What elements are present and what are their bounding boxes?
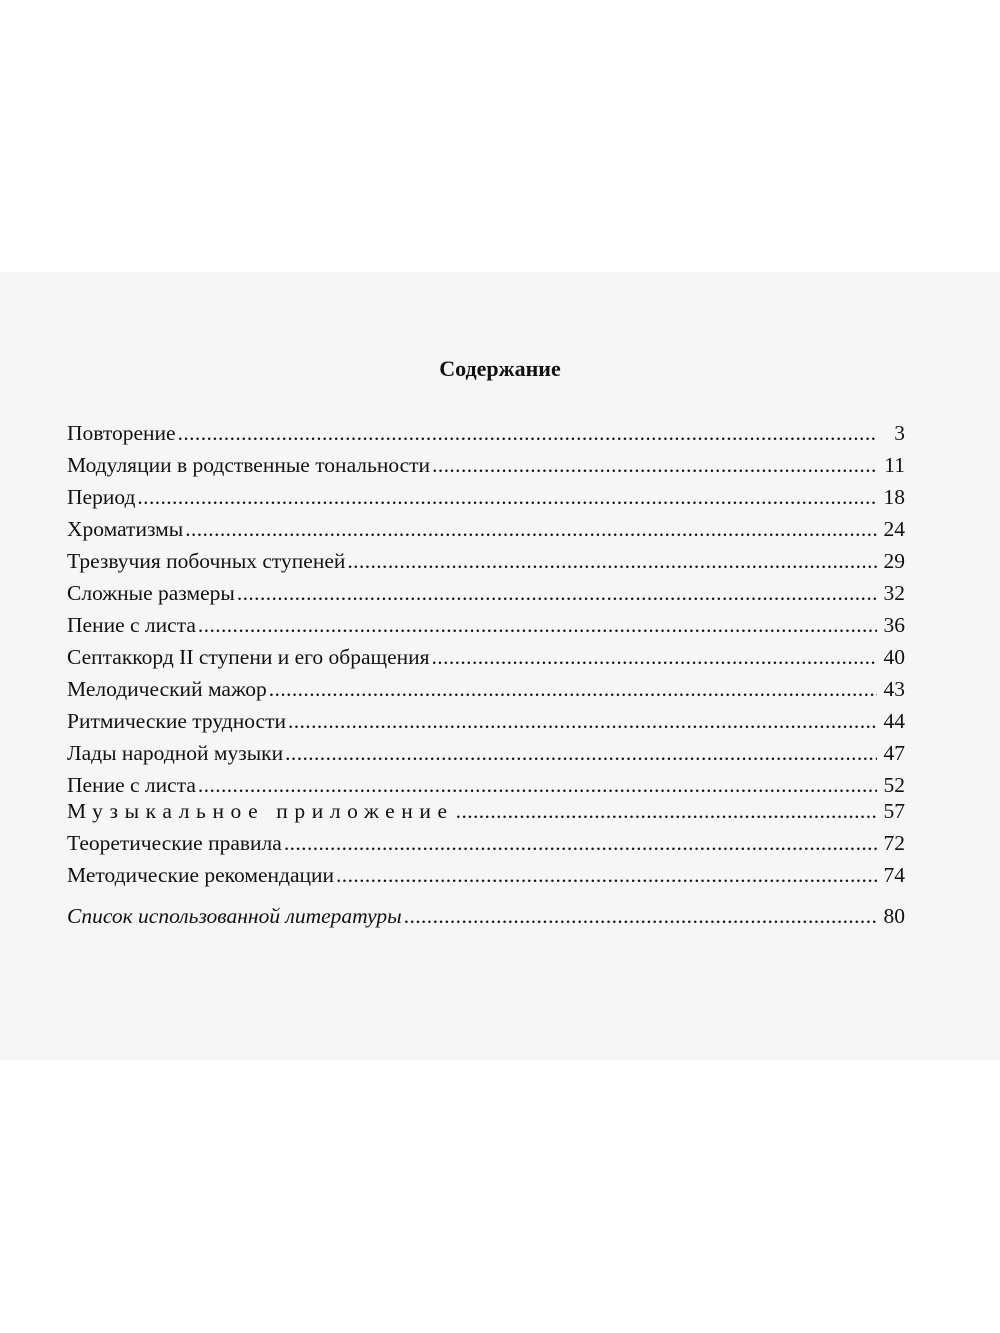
- toc-entry-label: Повторение: [67, 421, 176, 445]
- toc-entry-label: Методические рекомендации: [67, 863, 335, 887]
- toc-entry-page: 72: [883, 831, 905, 855]
- toc-entry-label: Модуляции в родственные тональности: [67, 453, 431, 477]
- toc-entry-label: Ритмические трудности: [67, 709, 286, 733]
- toc-entry-page: 47: [883, 741, 905, 765]
- toc-entry: [67, 795, 905, 827]
- toc-entry-label: Музыкальное приложение: [67, 799, 454, 823]
- toc-entry: [67, 737, 905, 769]
- dot-leader: [198, 609, 877, 641]
- toc-entry: [67, 900, 905, 932]
- toc-entry: [67, 827, 905, 859]
- dot-leader: [285, 737, 877, 769]
- toc-entry-label: Хроматизмы: [67, 517, 184, 541]
- dot-leader: [432, 449, 877, 481]
- toc-entry-page: 32: [883, 581, 905, 605]
- toc-entry-page: 11: [884, 453, 905, 477]
- dot-leader: [284, 827, 877, 859]
- toc-entry-label: Период: [67, 485, 136, 509]
- dot-leader: [237, 577, 877, 609]
- dot-leader: [288, 705, 877, 737]
- toc-entry: [67, 673, 905, 705]
- toc-entry: [67, 481, 905, 513]
- toc-entry-label: Теоретические правила: [67, 831, 282, 855]
- toc-entry-page: 44: [883, 709, 905, 733]
- dot-leader: [432, 641, 877, 673]
- toc-entry-page: 40: [883, 645, 905, 669]
- dot-leader: [269, 673, 877, 705]
- toc-entry: [67, 545, 905, 577]
- toc-section-bibliography: [67, 900, 905, 932]
- toc-entry-label: Трезвучия побочных ступеней: [67, 549, 346, 573]
- toc-entry-page: 24: [883, 517, 905, 541]
- toc-entry: [67, 449, 905, 481]
- dot-leader: [347, 545, 877, 577]
- toc-entry: [67, 513, 905, 545]
- toc-entry-label: Пение с листа: [67, 773, 196, 797]
- toc-section-appendix: [67, 795, 905, 891]
- dot-leader: [137, 481, 877, 513]
- toc-entry-page: 43: [883, 677, 905, 701]
- toc-entry-label: Пение с листа: [67, 613, 196, 637]
- toc-entry: [67, 417, 905, 449]
- toc-entry-label: Сложные размеры: [67, 581, 235, 605]
- toc-entry-page: 80: [883, 904, 905, 928]
- page-title: Содержание: [439, 356, 561, 381]
- toc-entry: [67, 609, 905, 641]
- toc-entry-page: 52: [883, 773, 905, 797]
- toc-entry-label: Лады народной музыки: [67, 741, 284, 765]
- toc-entry: [67, 859, 905, 891]
- toc-entry-page: 18: [883, 485, 905, 509]
- toc-entry: [67, 705, 905, 737]
- dot-leader: [404, 900, 877, 932]
- toc-entry-label: Мелодический мажор: [67, 677, 267, 701]
- dot-leader: [178, 417, 877, 449]
- toc-section-main: [67, 417, 905, 801]
- dot-leader: [185, 513, 877, 545]
- document-page: [0, 272, 1000, 1060]
- toc-entry-page: 3: [894, 421, 905, 445]
- dot-leader: [336, 859, 877, 891]
- toc-entry-page: 36: [883, 613, 905, 637]
- toc-entry-label: Септаккорд II ступени и его обращения: [67, 645, 430, 669]
- toc-entry-page: 29: [883, 549, 905, 573]
- dot-leader: [456, 795, 877, 827]
- toc-entry-page: 74: [883, 863, 905, 887]
- toc-entry: [67, 641, 905, 673]
- toc-entry-label: Список использованной литературы: [67, 904, 402, 928]
- toc-entry: [67, 577, 905, 609]
- toc-entry-page: 57: [883, 799, 905, 823]
